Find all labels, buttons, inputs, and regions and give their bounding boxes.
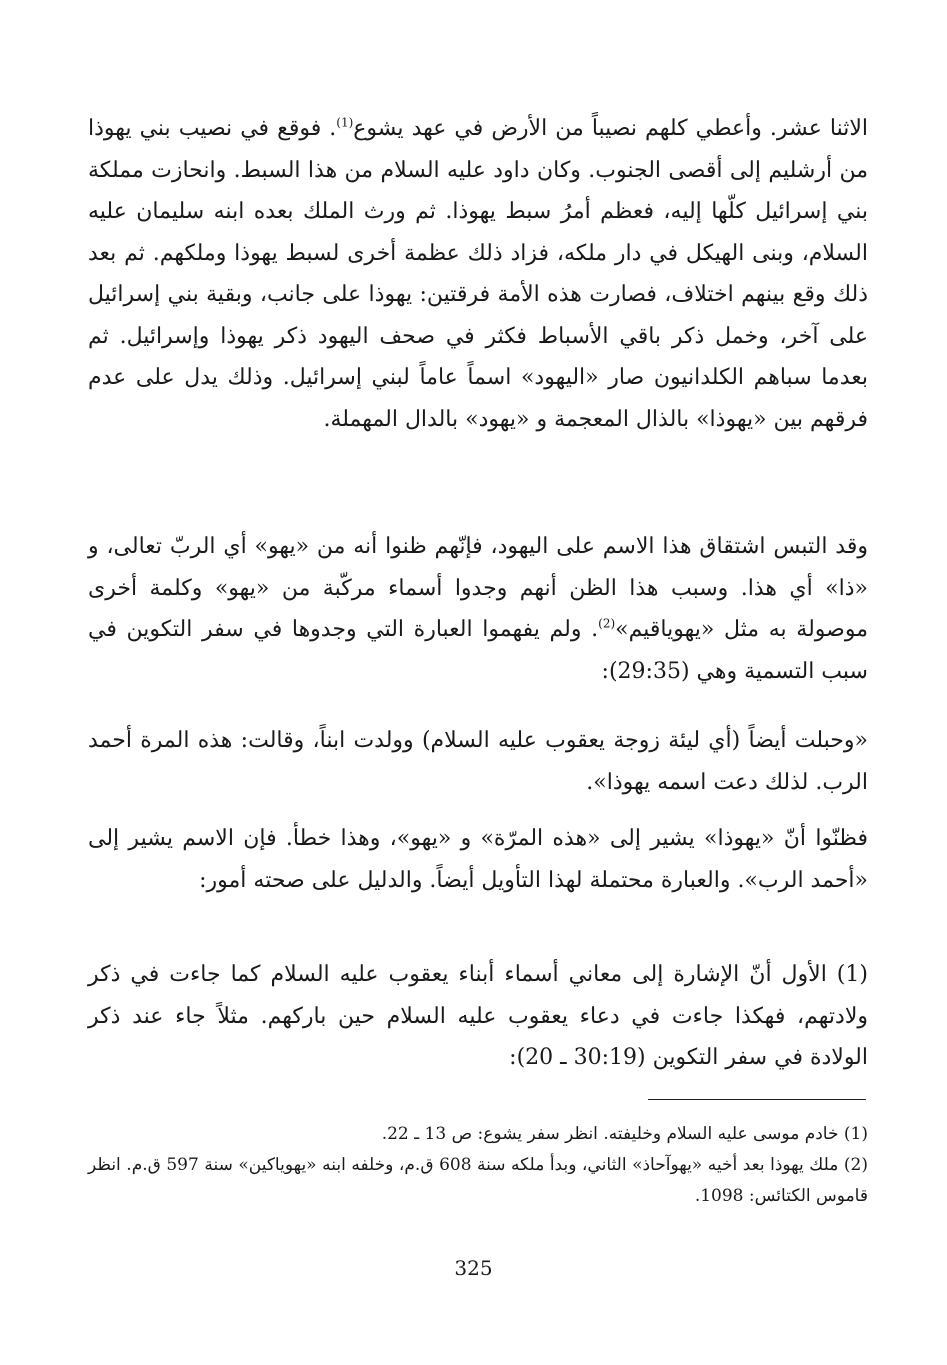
paragraph-2-text-before: وقد التبس اشتقاق هذا الاسم على اليهود، فإنّهم ظنوا أنه من «يهو» أي الربّ تعالى، و «ذا» أي هذا. وسبب هذا الظن أنهم وجدوا أسماء مركّبة من «يهو» وكلمة أخرى موصولة به مثل «يهوياقيم» bbox=[88, 534, 868, 642]
paragraph-5: (1) الأول أنّ الإشارة إلى معاني أسماء أبناء يعقوب عليه السلام كما جاءت في ذكر ولادتهم، فهكذا جاءت في دعاء يعقوب عليه السلام حين باركهم. مثلاً جاء عند ذكر الولادة في سفر التكوين (30:19 ـ 20): bbox=[88, 962, 868, 1070]
paragraph-2-text-after: . ولم يفهموا العبارة التي وجدوها في سفر التكوين في سبب التسمية وهي (29:35): bbox=[88, 617, 868, 684]
footnote-2: (2) ملك يهوذا بعد أخيه «يهوآحاذ» الثاني، وبدأ ملكه سنة 608 ق.م، وخلفه ابنه «يهوياكين» سنة 597 ق.م. انظر قاموس الكتائس: 1098. bbox=[88, 1155, 868, 1206]
paragraph-2 bbox=[88, 526, 868, 692]
paragraph-quote: «وحبلت أيضاً (أي ليئة زوجة يعقوب عليه السلام) وولدت ابناً، وقالت: هذه المرة أحمد الرب. لذلك دعت اسمه يهوذا». bbox=[88, 728, 868, 795]
paragraph-4: فظنّوا أنّ «يهوذا» يشير إلى «هذه المرّة» و «يهو»، وهذا خطأ. فإن الاسم يشير إلى «أحمد الرب». والعبارة محتملة لهذا التأويل أيضاً. والدليل على صحته أمور: bbox=[88, 826, 868, 893]
paragraph-1-text-after: . فوقع في نصيب بني يهوذا من أرشليم إلى أقصى الجنوب. وكان داود عليه السلام من هذا السبط. وانحازت مملكة بني إسرائيل كلّها إليه، فعظم أمرُ سبط يهوذا. ثم ورث الملك بعده ابنه سليمان عليه السلام، وبنى الهيكل في دار ملكه، فزاد ذلك عظمة أخرى لسبط يهوذا وملكهم. ثم بعد ذلك وقع بينهم اختلاف، فصارت هذه الأمة فرقتين: يهوذا على جانب، وبقية بني إسرائيل على آخر، وخمل ذكر باقي الأسباط فكثر في صحف اليهود ذكر يهوذا وإسرائيل. ثم بعدما سباهم الكلدانيون صار «اليهود» اسماً عاماً لبني إسرائيل. وذلك يدل على عدم فرقهم بين «يهوذا» بالذال المعجمة و «يهود» بالدال المهملة. bbox=[88, 116, 868, 432]
paragraph-1 bbox=[88, 108, 868, 440]
footnote-marker-2: (2) bbox=[598, 616, 616, 631]
footnote-marker-1: (1) bbox=[336, 115, 354, 130]
footnote-separator bbox=[648, 1099, 866, 1100]
page-number: 325 bbox=[454, 1256, 493, 1280]
footnote-1: (1) خادم موسى عليه السلام وخليفته. انظر سفر يشوع: ص 13 ـ 22. bbox=[381, 1124, 868, 1144]
paragraph-1-text-before: الاثنا عشر. وأعطي كلهم نصيباً من الأرض في عهد يشوع bbox=[353, 116, 868, 141]
